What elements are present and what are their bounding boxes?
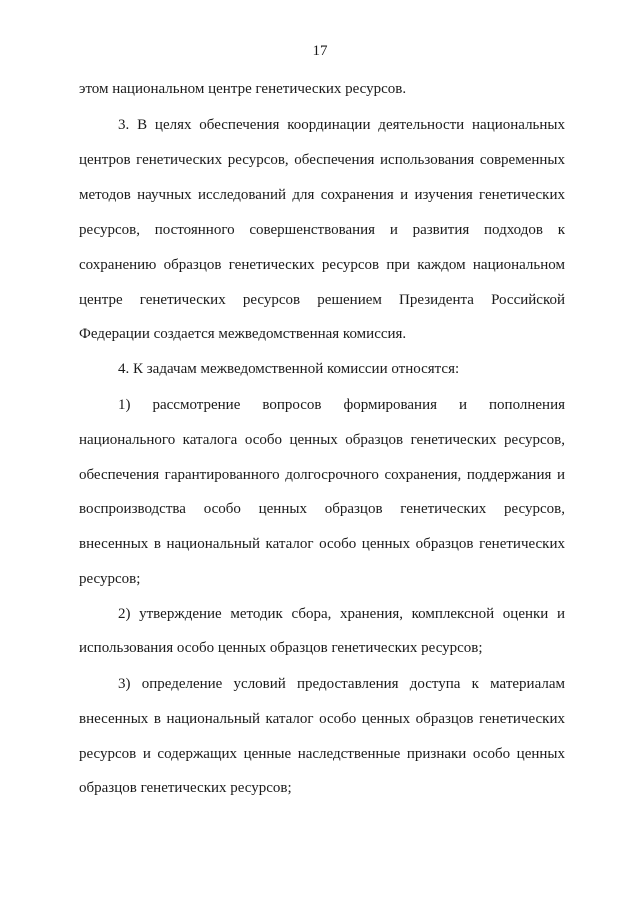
paragraph-3-line: ресурсов, постоянного совершенствования и развития подходов к xyxy=(79,222,565,238)
item-1-line: национального каталога особо ценных образцов генетических ресурсов, xyxy=(79,432,565,448)
item-3-line: образцов генетических ресурсов; xyxy=(79,780,292,796)
item-3-line: внесенных в национальный каталог особо ценных образцов генетических xyxy=(79,711,565,727)
item-2-line: использования особо ценных образцов генетических ресурсов; xyxy=(79,640,483,656)
item-1-line: внесенных в национальный каталог особо ценных образцов генетических xyxy=(79,536,565,552)
item-3-line: ресурсов и содержащих ценные наследственные признаки особо ценных xyxy=(79,746,565,762)
item-1-line: обеспечения гарантированного долгосрочного сохранения, поддержания и xyxy=(79,467,565,483)
paragraph-4-heading: 4. К задачам межведомственной комиссии относятся: xyxy=(118,361,460,377)
item-1-line: 1) рассмотрение вопросов формирования и пополнения xyxy=(118,397,565,413)
page-number: 17 xyxy=(312,43,328,59)
item-2-line: 2) утверждение методик сбора, хранения, комплексной оценки и xyxy=(118,606,565,622)
item-1-line: ресурсов; xyxy=(79,571,141,587)
paragraph-3-line: центров генетических ресурсов, обеспечения использования современных xyxy=(79,152,565,168)
item-1-line: воспроизводства особо ценных образцов генетических ресурсов, xyxy=(79,501,565,517)
text-line: этом национальном центре генетических ресурсов. xyxy=(79,81,407,97)
paragraph-3-line: 3. В целях обеспечения координации деятельности национальных xyxy=(118,117,565,133)
item-3-line: 3) определение условий предоставления доступа к материалам xyxy=(118,676,565,692)
paragraph-3-line: методов научных исследований для сохранения и изучения генетических xyxy=(79,187,565,203)
paragraph-3-line: центре генетических ресурсов решением Президента Российской xyxy=(79,292,565,308)
paragraph-3-line: Федерации создается межведомственная комиссия. xyxy=(79,326,407,342)
paragraph-3-line: сохранению образцов генетических ресурсов при каждом национальном xyxy=(79,257,565,273)
